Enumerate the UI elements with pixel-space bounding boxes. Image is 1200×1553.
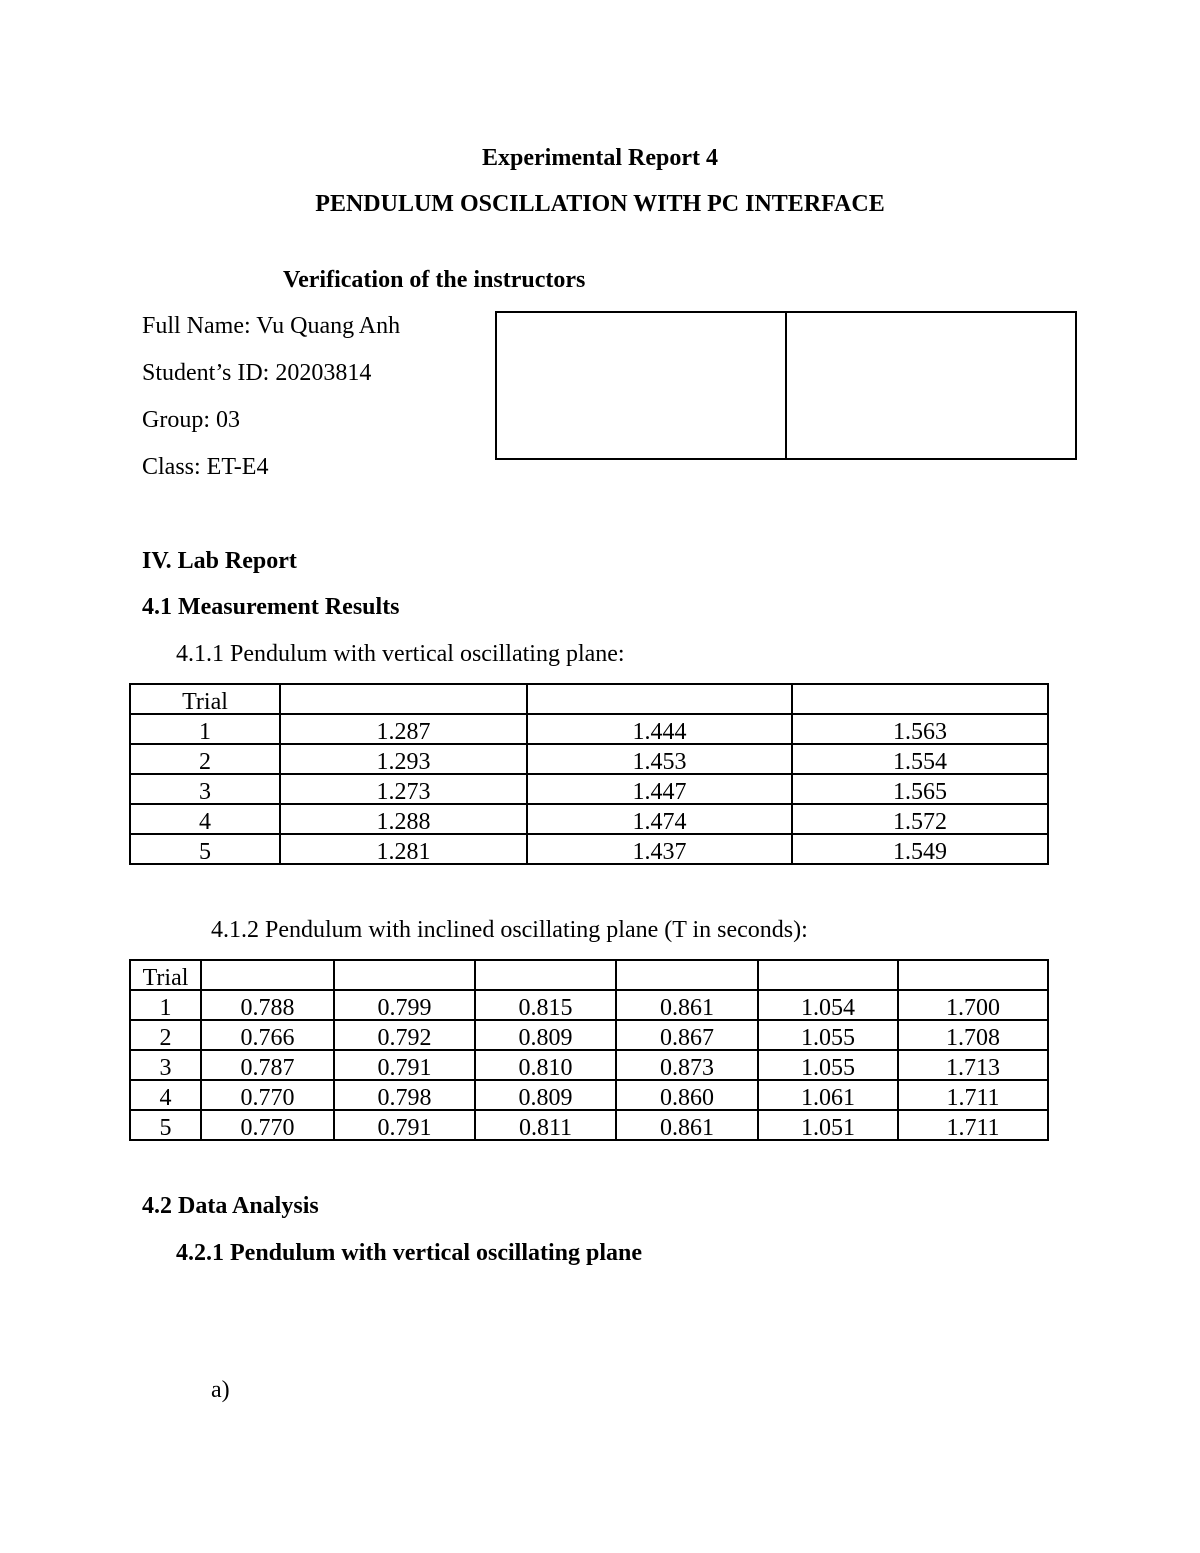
table-cell: 1.287 bbox=[280, 714, 527, 744]
table-cell: 0.873 bbox=[616, 1050, 758, 1080]
table-header-row bbox=[130, 684, 1048, 714]
table-row bbox=[130, 990, 1048, 1020]
student-id: Student’s ID: 20203814 bbox=[142, 360, 372, 386]
table-cell: 0.860 bbox=[616, 1080, 758, 1110]
vertical-plane-table bbox=[129, 683, 1049, 865]
table-cell: 2 bbox=[130, 744, 280, 774]
signature-cell-left bbox=[497, 313, 785, 458]
table-cell: 1.453 bbox=[527, 744, 792, 774]
table-cell: 0.809 bbox=[475, 1020, 616, 1050]
subsection-inclined-plane: 4.1.2 Pendulum with inclined oscillating plane (T in seconds): bbox=[211, 917, 808, 943]
table-cell: 1.713 bbox=[898, 1050, 1048, 1080]
table-cell: 0.861 bbox=[616, 990, 758, 1020]
table-cell: 1.563 bbox=[792, 714, 1048, 744]
table-cell: 1.055 bbox=[758, 1050, 898, 1080]
table-cell: 1.281 bbox=[280, 834, 527, 864]
table-cell: 0.766 bbox=[201, 1020, 334, 1050]
subsection-vertical-analysis: 4.2.1 Pendulum with vertical oscillating plane bbox=[176, 1240, 643, 1266]
table-cell: 1.549 bbox=[792, 834, 1048, 864]
table-header-cell bbox=[758, 960, 898, 990]
table-cell: 1.565 bbox=[792, 774, 1048, 804]
table-cell: 0.792 bbox=[334, 1020, 475, 1050]
table-header-cell bbox=[616, 960, 758, 990]
report-subtitle: PENDULUM OSCILLATION WITH PC INTERFACE bbox=[315, 191, 885, 217]
table-cell: 0.798 bbox=[334, 1080, 475, 1110]
table-cell: 0.787 bbox=[201, 1050, 334, 1080]
table-row bbox=[130, 804, 1048, 834]
student-group: Group: 03 bbox=[142, 407, 240, 433]
table-row bbox=[130, 744, 1048, 774]
table-cell: 1.051 bbox=[758, 1110, 898, 1140]
table-cell: 4 bbox=[130, 804, 280, 834]
table-cell: 1.711 bbox=[898, 1110, 1048, 1140]
table-cell: 1.711 bbox=[898, 1080, 1048, 1110]
table-header-cell bbox=[792, 684, 1048, 714]
table-cell: 3 bbox=[130, 774, 280, 804]
table-cell: 0.770 bbox=[201, 1080, 334, 1110]
table-cell: 1.288 bbox=[280, 804, 527, 834]
signature-cell-right bbox=[785, 313, 1075, 458]
table-cell: 1.447 bbox=[527, 774, 792, 804]
section-measurement-results: 4.1 Measurement Results bbox=[142, 594, 400, 620]
table-row bbox=[130, 1050, 1048, 1080]
table-cell: 3 bbox=[130, 1050, 201, 1080]
table-cell: 1.293 bbox=[280, 744, 527, 774]
section-lab-report: IV. Lab Report bbox=[142, 548, 297, 574]
table-row bbox=[130, 774, 1048, 804]
table-cell: 0.788 bbox=[201, 990, 334, 1020]
table-cell: 0.791 bbox=[334, 1110, 475, 1140]
table-cell: 2 bbox=[130, 1020, 201, 1050]
table-cell: 1.061 bbox=[758, 1080, 898, 1110]
table-header-cell bbox=[334, 960, 475, 990]
table-cell: 0.867 bbox=[616, 1020, 758, 1050]
table-cell: 1 bbox=[130, 990, 201, 1020]
table-cell: 5 bbox=[130, 1110, 201, 1140]
table-cell: 4 bbox=[130, 1080, 201, 1110]
inclined-plane-table bbox=[129, 959, 1049, 1141]
table-cell: 1.273 bbox=[280, 774, 527, 804]
table-cell: 1.700 bbox=[898, 990, 1048, 1020]
table-cell: 1 bbox=[130, 714, 280, 744]
table-cell: 0.791 bbox=[334, 1050, 475, 1080]
table-cell: 0.811 bbox=[475, 1110, 616, 1140]
verification-heading: Verification of the instructors bbox=[283, 267, 586, 293]
table-cell: 1.437 bbox=[527, 834, 792, 864]
table-header-cell: Trial bbox=[130, 960, 201, 990]
report-title: Experimental Report 4 bbox=[482, 145, 718, 171]
table-cell: 0.799 bbox=[334, 990, 475, 1020]
table-header-cell bbox=[527, 684, 792, 714]
table-cell: 1.474 bbox=[527, 804, 792, 834]
section-data-analysis: 4.2 Data Analysis bbox=[142, 1193, 319, 1219]
student-full-name: Full Name: Vu Quang Anh bbox=[142, 313, 401, 339]
table-cell: 0.770 bbox=[201, 1110, 334, 1140]
table-cell: 0.815 bbox=[475, 990, 616, 1020]
table-row bbox=[130, 714, 1048, 744]
item-a-label: a) bbox=[211, 1377, 230, 1403]
table-row bbox=[130, 1080, 1048, 1110]
table-cell: 1.055 bbox=[758, 1020, 898, 1050]
table-header-cell bbox=[475, 960, 616, 990]
table-row bbox=[130, 1110, 1048, 1140]
subsection-vertical-plane: 4.1.1 Pendulum with vertical oscillating plane: bbox=[176, 641, 625, 667]
table-cell: 0.861 bbox=[616, 1110, 758, 1140]
table-cell: 0.809 bbox=[475, 1080, 616, 1110]
table-row bbox=[130, 834, 1048, 864]
table-cell: 5 bbox=[130, 834, 280, 864]
table-cell: 1.444 bbox=[527, 714, 792, 744]
table-header-cell bbox=[898, 960, 1048, 990]
table-header-cell: Trial bbox=[130, 684, 280, 714]
table-header-row bbox=[130, 960, 1048, 990]
table-cell: 1.554 bbox=[792, 744, 1048, 774]
table-cell: 1.054 bbox=[758, 990, 898, 1020]
student-class: Class: ET-E4 bbox=[142, 454, 269, 480]
instructor-signature-box bbox=[495, 311, 1077, 460]
table-row bbox=[130, 1020, 1048, 1050]
table-header-cell bbox=[280, 684, 527, 714]
table-cell: 1.572 bbox=[792, 804, 1048, 834]
table-cell: 1.708 bbox=[898, 1020, 1048, 1050]
table-cell: 0.810 bbox=[475, 1050, 616, 1080]
table-header-cell bbox=[201, 960, 334, 990]
